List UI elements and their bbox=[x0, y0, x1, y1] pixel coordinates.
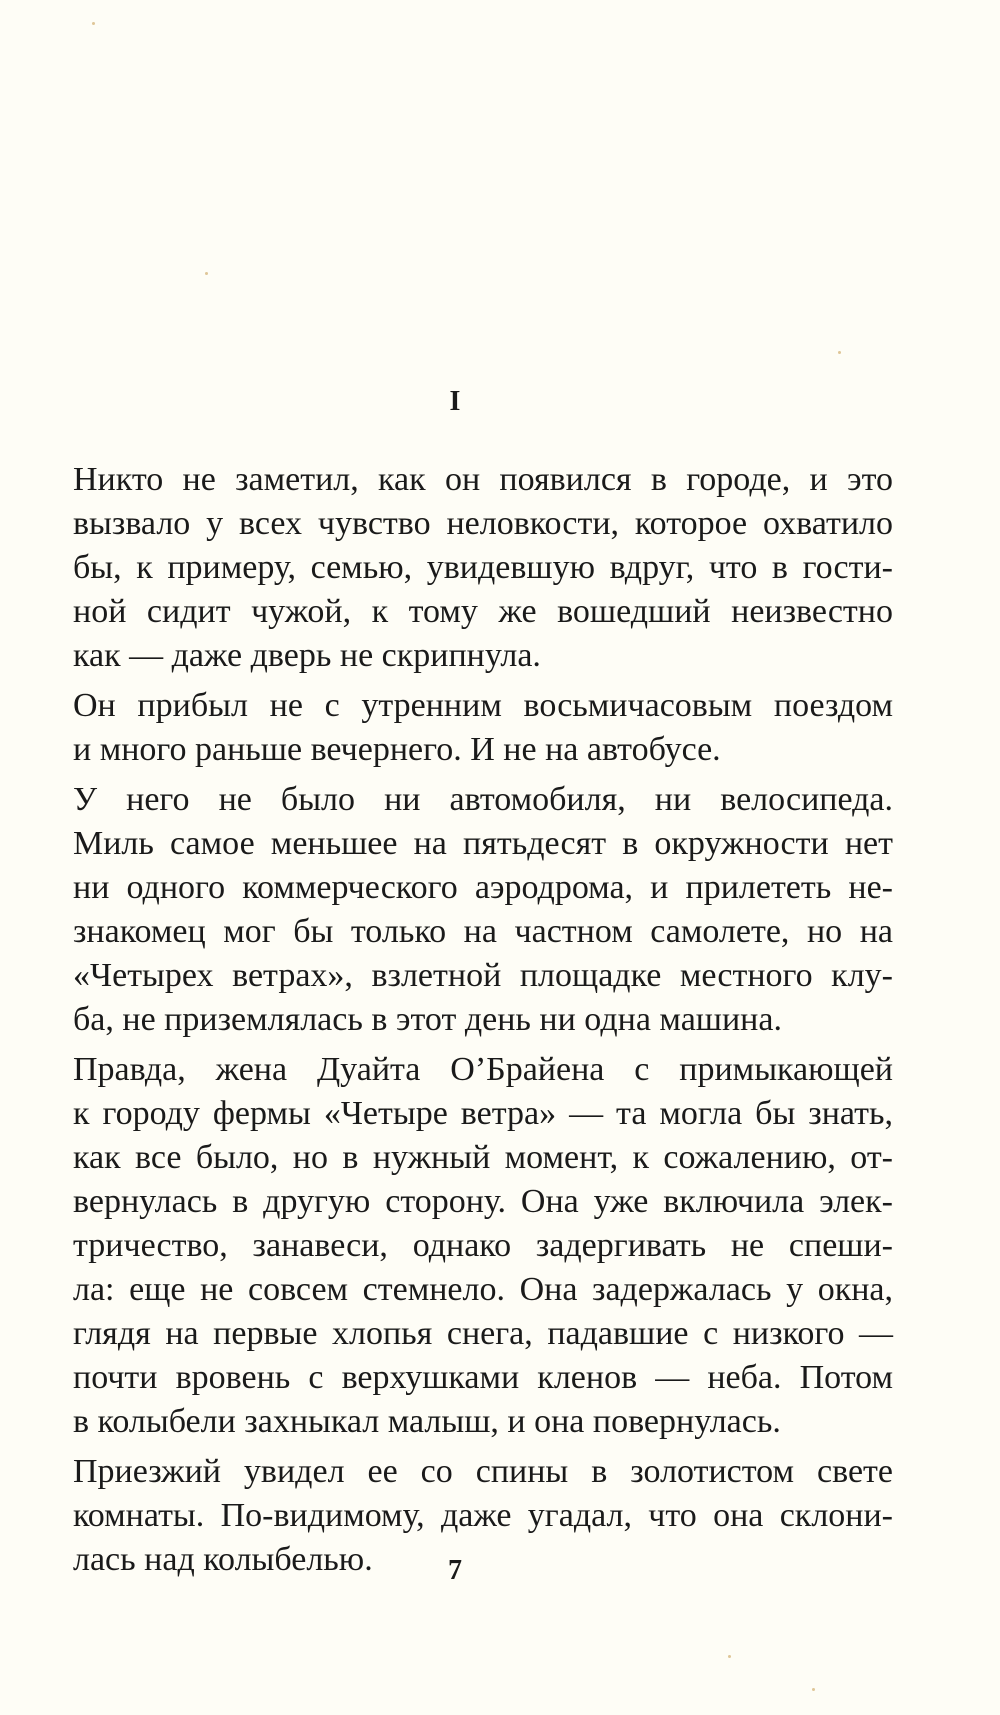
text-line: Правда, жена Дуайта О’Брайена с примыкающей bbox=[73, 1051, 893, 1088]
text-line: лась над колыбелью. bbox=[73, 1541, 373, 1578]
paper-speck bbox=[812, 1688, 815, 1691]
page-number bbox=[0, 1555, 910, 1587]
text-line: ба, не приземлялась в этот день ни одна машина. bbox=[73, 1001, 782, 1038]
text-line: Миль самое меньшее на пятьдесят в окружности нет bbox=[73, 825, 893, 862]
body-text bbox=[25, 458, 893, 1588]
text-line: ла: еще не совсем стемнело. Она задержалась у окна, bbox=[73, 1271, 893, 1308]
text-line: знакомец мог бы только на частном самолете, но на bbox=[73, 913, 893, 950]
paragraph bbox=[25, 778, 893, 1042]
text-line: бы, к примеру, семью, увидевшую вдруг, что в гости- bbox=[73, 549, 893, 586]
text-line: как — даже дверь не скрипнула. bbox=[73, 637, 541, 674]
text-line: Никто не заметил, как он появился в городе, и это bbox=[73, 461, 893, 498]
text-line: в колыбели захныкал малыш, и она повернулась. bbox=[73, 1403, 781, 1440]
text-line: ной сидит чужой, к тому же вошедший неизвестно bbox=[73, 593, 893, 630]
page-number-value: 7 bbox=[448, 1555, 462, 1586]
text-line: комнаты. По-видимому, даже угадал, что она склони- bbox=[73, 1497, 893, 1534]
text-line: глядя на первые хлопья снега, падавшие с низкого — bbox=[73, 1315, 893, 1352]
text-line: вернулась в другую сторону. Она уже включила элек- bbox=[73, 1183, 893, 1220]
paragraph bbox=[25, 1048, 893, 1444]
text-line: как все было, но в нужный момент, к сожалению, от- bbox=[73, 1139, 893, 1176]
text-line: У него не было ни автомобиля, ни велосипеда. bbox=[73, 781, 893, 818]
paper-speck bbox=[92, 22, 95, 25]
paper-speck bbox=[838, 351, 841, 354]
paper-speck bbox=[205, 272, 208, 275]
paragraph bbox=[25, 684, 893, 772]
text-line: «Четырех ветрах», взлетной площадке местного клу- bbox=[73, 957, 893, 994]
text-line: ни одного коммерческого аэродрома, и прилететь не- bbox=[73, 869, 893, 906]
text-line: к городу фермы «Четыре ветра» — та могла бы знать, bbox=[73, 1095, 893, 1132]
chapter-heading bbox=[0, 385, 910, 419]
text-line: тричество, занавеси, однако задергивать не спеши- bbox=[73, 1227, 893, 1264]
paragraph bbox=[25, 458, 893, 678]
chapter-number: I bbox=[449, 386, 461, 417]
text-line: почти вровень с верхушками кленов — неба. Потом bbox=[73, 1359, 893, 1396]
text-line: вызвало у всех чувство неловкости, которое охватило bbox=[73, 505, 893, 542]
text-line: Он прибыл не с утренним восьмичасовым поездом bbox=[73, 687, 893, 724]
text-line: Приезжий увидел ее со спины в золотистом свете bbox=[73, 1453, 893, 1490]
text-line: и много раньше вечернего. И не на автобусе. bbox=[73, 731, 721, 768]
paper-speck bbox=[728, 1655, 731, 1658]
